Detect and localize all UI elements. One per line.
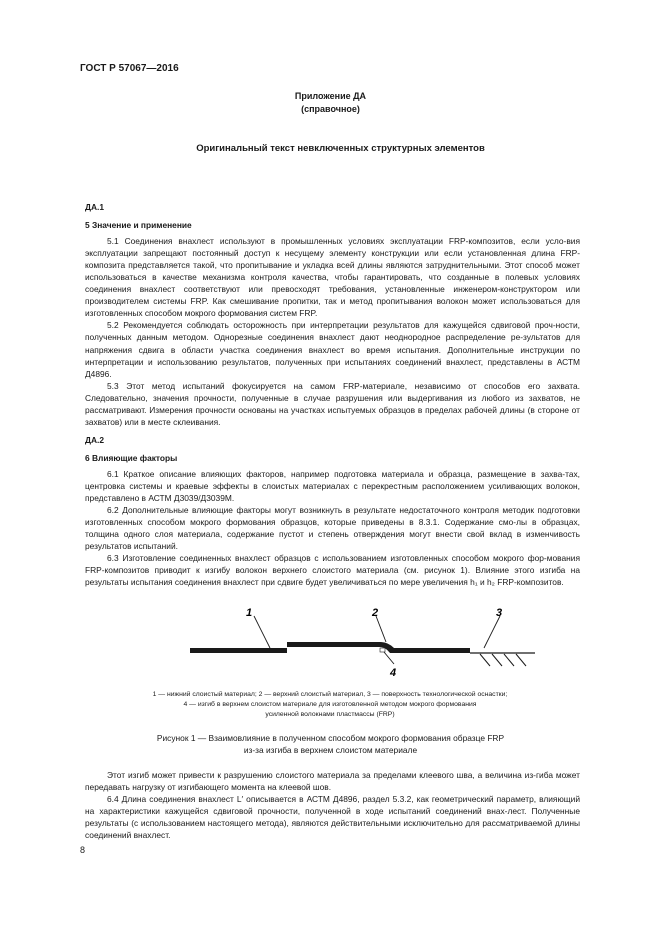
section-2-label: ДА.2 [85,434,104,445]
paragraph-5-2: 5.2 Рекомендуется соблюдать осторожность при интерпретации результатов для кажущейся сдвиговой проч-ности, полученных данным методом. Однорезные соединения внахлест дают неоднородное распределение ре-зультатов для напряжения сдвига в области участка соединения внахлест во время испытания. Дополнительные инструкции по интерпретации и использованию результатов, полученных при испытаниях соединений внахлест, представлены в АСТМ Д4896. [85,320,580,379]
paragraph-6-4: 6.4 Длина соединения внахлест L′ описывается в АСТМ Д4896, раздел 5.3.2, как геометрический параметр, влияющий на характеристики кажущейся сдвиговой прочности, полученной в ходе испытаний соединений внах-лест. Полученные результаты (с использованием настоящего метода), являются действительными исключительно для рассматриваемой длины соединений внахлест. [85,794,580,841]
section-1-heading: 5 Значение и применение [85,220,192,231]
legend-line-2: 4 — изгиб в верхнем слоистом материале для изготовленной методом мокрого формования [183,701,477,708]
section-1 [85,201,580,588]
page-number: 8 [80,845,86,855]
lower-laminate-end [275,648,287,653]
label-1: 1 [246,607,253,619]
leader-4 [384,652,394,664]
figure-1-diagram [180,604,540,684]
bend-gap [380,648,385,652]
legend-line-1: 1 — нижний слоистый материал; 2 — верхний слоистый материал, 3 — поверхность технологической оснастки; [152,691,508,698]
section-2-heading: 6 Влияющие факторы [85,452,178,463]
annex-title: Приложение ДА [294,91,367,101]
annex-heading: Оригинальный текст невключенных структурных элементов [196,143,485,154]
figure-legend [80,690,580,720]
annex-subtitle: (справочное) [301,104,360,114]
paragraph-6-3: 6.3 Изготовление соединенных внахлест образцов с использованием изготовленных способом мокрого фор-мования FRP-композитов приводит к изгибу волокон верхнего слоистого материала (см. рисунок 1). Влияние этого изгиба на результаты испытания соединения внахлест при сдвиге будет увеличиваться по мере увеличения h₁ и h₂ FRP-композитов. [85,553,580,588]
leader-1 [254,616,270,648]
paragraph-5-3: 5.3 Этот метод испытаний фокусируется на самом FRP-материале, независимо от способов его захвата. Следовательно, значения прочности, полученные в случае разрушения или выдергивания из любого из захватов, не рассматривают. Измерения прочности основаны на участках испытуемых образцов в пределах рабочей длины (в стороне от захватов) или в месте склеивания. [85,380,580,427]
after-figure-text [85,769,580,841]
lower-laminate [190,648,275,653]
upper-laminate [287,642,470,653]
legend-line-3: усиленной волокнами пластмассы (FRP) [265,711,395,718]
caption-line-2: из-за изгиба в верхнем слоистом материале [243,745,418,755]
standard-header: ГОСТ Р 57067—2016 [80,63,179,74]
label-4: 4 [390,667,397,679]
label-3: 3 [496,607,503,619]
paragraph-6-2: 6.2 Дополнительные влияющие факторы могут возникнуть в результате недостаточного контроля методик подготовки изготовленных способом мокрого формования образцов, которые приведены в 8.3.1. Содержание смо-лы в образцах, толщина одного слоя материала, содержание пустот и степень отверждения могут внести свой вклад в изменчивость результатов испытаний. [85,505,580,552]
tool-surface-hatch [480,654,526,666]
paragraph-bend: Этот изгиб может привести к разрушению слоистого материала за пределами клеевого шва, а величина из-гиба может передавать нагрузку от изгибающего момента на клеевой шов. [85,770,580,793]
caption-line-1: Рисунок 1 — Взаимовлияние в полученном способом мокрого формования образце FRP [156,733,505,743]
paragraph-6-1: 6.1 Краткое описание влияющих факторов, например подготовка материала и образца, размещение в захва-тах, центровка системы и краевые эффекты в слоистых материалах с перекрестным расположением усиливающих волокон, представлено в АСТМ Д3039/Д3039М. [85,468,580,504]
paragraph-5-1: 5.1 Соединения внахлест используют в промышленных условиях эксплуатации FRP-композитов, если усло-вия эксплуатации запрещают постоянный доступ к несущему элементу конструкции или если установленная длина FRP-композита представляется такой, что пропитывание и укладка всей длины являются затруднительными. Этот способ может использоваться в качестве механизма контроля качества, чтобы гарантировать, что созданные в полевых условиях соединения внахлест соответствуют или превосходят требования, установленные инженером-конструктором или производителем системы FRP. Как смешивание пропитки, так и метод пропитывания волокон может использоваться для изготовленных способом мокрого формования систем FRP. [85,236,580,319]
leader-2 [376,616,386,642]
figure-caption [0,732,661,756]
leader-3 [484,616,500,648]
section-1-label: ДА.1 [85,202,104,212]
label-2: 2 [372,607,379,619]
